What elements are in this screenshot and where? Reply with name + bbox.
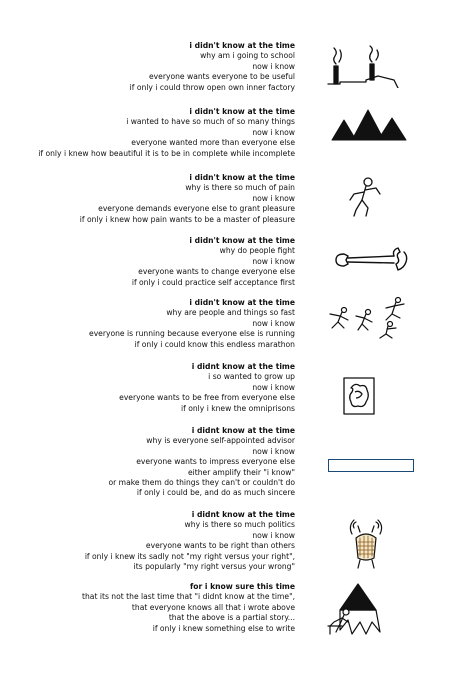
factory-sketch-icon xyxy=(326,44,408,88)
stanza-5-line-3: now i know xyxy=(252,318,295,328)
stanza-6-line-4: everyone wants to be free from everyone else xyxy=(119,393,295,403)
stanza-2-line-4: everyone wanted more than everyone else xyxy=(131,138,295,148)
stanza-9-line-5: if only i knew something else to write xyxy=(152,623,295,633)
stanza-2-line-1: i didn't know at the time xyxy=(189,107,295,116)
stanza-7-line-6: or make them do things they can't or couldn't do xyxy=(108,478,295,488)
stanza-2-line-5: if only i knew how beautiful it is to be in complete while incomplete xyxy=(38,148,295,158)
writer-under-mountain-icon xyxy=(326,580,386,636)
stanza-5 xyxy=(89,298,295,350)
stanza-9-line-4: that the above is a partial story... xyxy=(168,613,295,623)
stanza-1 xyxy=(130,41,295,93)
stanza-9 xyxy=(82,582,295,634)
stanza-7-line-1: i didnt know at the time xyxy=(191,426,295,435)
stanza-5-line-5: if only i could know this endless marathon xyxy=(134,339,295,349)
stanza-8 xyxy=(85,510,295,572)
stanza-5-line-4: everyone is running because everyone else is running xyxy=(89,329,295,339)
stanza-1-line-2: why am i going to school xyxy=(200,51,295,61)
stanza-1-line-1: i didn't know at the time xyxy=(189,41,295,50)
stanza-4-line-2: why do people fight xyxy=(219,246,295,256)
stanza-9-line-2: that its not the last time that "i didnt know at the time", xyxy=(82,592,295,602)
stanza-5-line-1: i didn't know at the time xyxy=(189,298,295,307)
stanza-7 xyxy=(109,426,296,499)
stanza-1-line-3: now i know xyxy=(252,61,295,71)
stanza-6-line-3: now i know xyxy=(252,382,295,392)
stanza-3-line-3: now i know xyxy=(252,193,295,203)
stanza-1-line-5: if only i could throw open own inner factory xyxy=(129,82,295,92)
stanza-4-line-1: i didn't know at the time xyxy=(189,236,295,245)
stanza-1-line-4: everyone wants everyone to be useful xyxy=(148,72,295,82)
stanza-3-line-4: everyone demands everyone else to grant pleasure xyxy=(98,204,295,214)
stanza-2-line-2: i wanted to have so much of so many things xyxy=(126,117,295,127)
stanza-6 xyxy=(119,362,295,414)
stanza-7-line-3: now i know xyxy=(252,446,295,456)
stanza-8-line-2: why is there so much politics xyxy=(184,520,295,530)
stanza-2 xyxy=(38,107,295,159)
stanza-6-line-2: i so wanted to grow up xyxy=(208,372,295,382)
stanza-8-line-1: i didnt know at the time xyxy=(191,510,295,519)
stanza-3 xyxy=(80,173,295,225)
stanza-7-line-4: everyone wants to impress everyone else xyxy=(136,457,295,467)
empty-box-icon xyxy=(328,459,414,472)
stanza-8-line-6: its popularly "my right versus your wrong" xyxy=(133,562,295,572)
stanza-7-line-2: why is everyone self-appointed advisor xyxy=(146,436,295,446)
stanza-7-line-7: if only i could be, and do as much sincere xyxy=(136,488,295,498)
stanza-3-line-1: i didn't know at the time xyxy=(189,173,295,182)
stanza-4-line-3: now i know xyxy=(252,256,295,266)
mountains-sketch-icon xyxy=(330,108,410,142)
framed-scribble-icon xyxy=(342,376,376,416)
stanza-8-line-4: everyone wants to be right than others xyxy=(145,541,295,551)
wrench-sketch-icon xyxy=(334,246,410,274)
stanza-9-line-1: for i know sure this time xyxy=(189,582,295,591)
stanza-8-line-3: now i know xyxy=(252,530,295,540)
stanza-3-line-2: why is there so much of pain xyxy=(185,183,295,193)
politics-figure-icon xyxy=(346,518,386,570)
stanza-5-line-2: why are people and things so fast xyxy=(166,308,295,318)
stanza-6-line-5: if only i knew the omniprisons xyxy=(181,403,295,413)
stanza-4 xyxy=(132,236,295,288)
stick-figure-pain-icon xyxy=(346,176,386,220)
stanza-2-line-3: now i know xyxy=(252,127,295,137)
stanza-9-line-3: that everyone knows all that i wrote above xyxy=(131,602,295,612)
stanza-7-line-5: either amplify their "i know" xyxy=(187,467,295,477)
stanza-4-line-5: if only i could practice self acceptance first xyxy=(131,277,295,287)
stanza-6-line-1: i didnt know at the time xyxy=(191,362,295,371)
stanza-4-line-4: everyone wants to change everyone else xyxy=(138,267,295,277)
stanza-3-line-5: if only i knew how pain wants to be a master of pleasure xyxy=(79,214,295,224)
stanza-8-line-5: if only i knew its sadly not "my right versus your right", xyxy=(84,551,295,561)
running-figures-icon xyxy=(326,296,414,340)
